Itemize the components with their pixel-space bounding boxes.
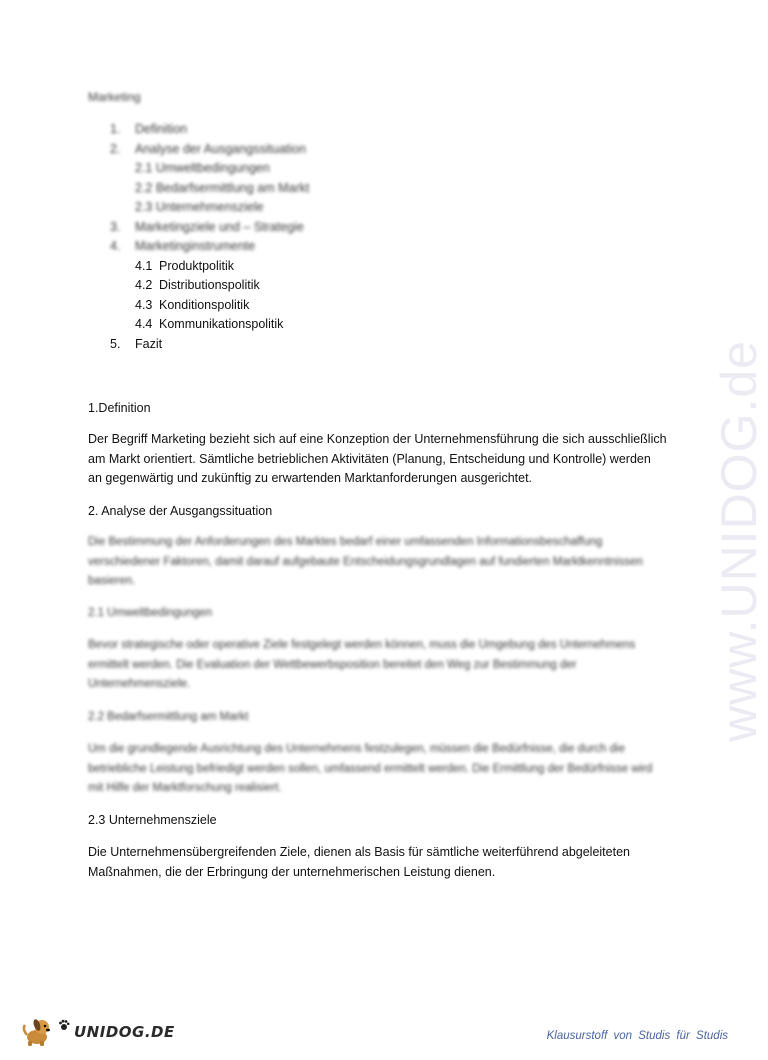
toc-item-marketinginstrumente: 4. Marketinginstrumente <box>110 239 256 253</box>
watermark: www.UNIDOG.de <box>711 340 767 742</box>
toc-subitem-kommunikationspolitik: 4.4 Kommunikationspolitik <box>135 317 284 331</box>
section-heading-ziele: 2.3 Unternehmensziele <box>88 813 217 827</box>
toc-subitem-konditionspolitik: 4.3 Konditionspolitik <box>135 297 250 312</box>
footer-tagline: Klausurstoff von Studis für Studis <box>546 1030 728 1042</box>
paw-icon <box>58 1019 70 1031</box>
toc-item-definition: 1. Definition <box>110 122 188 136</box>
toc-subitem-umwelt: 2.1 Umweltbedingungen <box>135 161 270 175</box>
section-heading-definition: 1.Definition <box>88 401 151 415</box>
table-of-contents <box>110 120 309 354</box>
section-text-definition: Der Begriff Marketing bezieht sich auf eine Konzeption der Unternehmensführung die sich ausschließlich am Markt orientiert. Sämtliche betrieblichen Aktivitäten (Planung, Entscheidung und Kontrolle) werden an gegenwärtig und zukünftig zu erwartenden Marktanforderungen ausgerichtet. <box>88 432 667 485</box>
toc-subitem-produktpolitik: 4.1 Produktpolitik <box>135 258 235 273</box>
section-heading-umwelt: 2.1 Umweltbedingungen <box>88 607 213 619</box>
toc-subitem-bedarf: 2.2 Bedarfsermittlung am Markt <box>135 180 310 195</box>
section-text-analyse: Die Bestimmung der Anforderungen des Marktes bedarf einer umfassenden Informationsbeschaffung verschiedener Faktoren, damit darauf aufgebaute Entscheidungsgrundlagen auf fundierten Marktkenntnissen basieren. <box>88 536 643 587</box>
footer-logo <box>22 1016 175 1048</box>
toc-item-marketingziele: 3. Marketingziele und – Strategie <box>110 219 304 234</box>
toc-subitem-distributionspolitik: 4.2 Distributionspolitik <box>135 278 260 292</box>
toc-item-analyse: 2. Analyse der Ausgangssituation <box>110 141 306 156</box>
section-text-umwelt: Bevor strategische oder operative Ziele festgelegt werden können, muss die Umgebung des Unternehmens ermittelt werden. Die Evaluation der Wettbewerbsposition bereitet den Weg zur Bestimmung der Unternehmensziele. <box>88 639 636 690</box>
logo-text: UNIDOG.DE <box>74 1023 175 1041</box>
section-text-bedarf: Um die grundlegende Ausrichtung des Unternehmens festzulegen, müssen die Bedürfnisse, die durch die betriebliche Leistung befriedigt werden sollen, umfassend ermittelt werden. Die Ermittlung der Bedürfnisse wird mit Hilfe der Marktforschung realisiert. <box>88 743 653 794</box>
document-title: Marketing <box>88 90 141 104</box>
section-heading-bedarf: 2.2 Bedarfsermittlung am Markt <box>88 711 249 723</box>
dog-icon <box>22 1017 56 1047</box>
toc-item-fazit: 5. Fazit <box>110 336 163 351</box>
section-heading-analyse: 2. Analyse der Ausgangssituation <box>88 504 273 518</box>
section-text-ziele: Die Unternehmensübergreifenden Ziele, dienen als Basis für sämtliche weiterführend abgeleiteten Maßnahmen, die der Erbringung der unternehmerischen Leistung dienen. <box>88 845 630 879</box>
toc-subitem-ziele: 2.3 Unternehmensziele <box>135 200 264 214</box>
